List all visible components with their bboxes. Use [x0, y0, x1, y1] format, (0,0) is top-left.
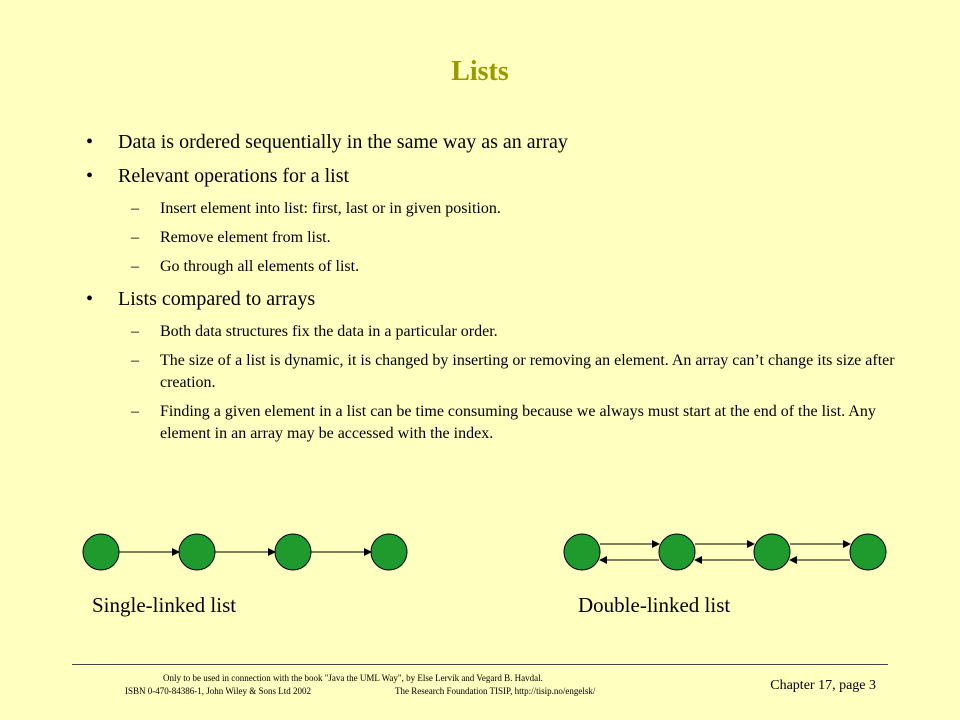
footer-rule	[72, 664, 888, 665]
sub-bullet-text: Insert element into list: first, last or in given position.	[160, 200, 501, 217]
sub-bullet-text: Go through all elements of list.	[160, 258, 360, 275]
list-node	[179, 534, 215, 570]
footer-line-2b: The Research Foundation TISIP, http://tisip.no/engelsk/	[395, 686, 596, 696]
linked-list-diagrams	[0, 528, 960, 576]
list-node	[564, 534, 600, 570]
sub-bullet-text: Finding a given element in a list can be time consuming because we always must start at the end of the list. Any element in an array may be accessed with the index.	[160, 403, 876, 442]
dash-mark: –	[131, 352, 139, 369]
dash-mark: –	[131, 403, 139, 420]
list-node	[275, 534, 311, 570]
dash-mark: –	[131, 258, 139, 275]
sub-bullet-text: The size of a list is dynamic, it is changed by inserting or removing an element. An array can’t change its size after creation.	[160, 352, 895, 391]
bullet-text: Data is ordered sequentially in the same way as an array	[118, 131, 568, 153]
bullet-mark: •	[86, 165, 94, 187]
bullet-item	[80, 287, 900, 312]
double-linked-list-diagram	[564, 534, 886, 570]
bullet-item	[80, 130, 900, 155]
sub-bullet-item	[80, 350, 900, 394]
single-linked-caption: Single-linked list	[92, 593, 237, 617]
sub-bullet-text: Remove element from list.	[160, 229, 331, 246]
list-node	[371, 534, 407, 570]
single-linked-list-diagram	[83, 534, 407, 570]
dash-mark: –	[131, 229, 139, 246]
bullet-text: Lists compared to arrays	[118, 288, 316, 310]
footer-line-1: Only to be used in connection with the book "Java the UML Way", by Else Lervik and Vegard B. Havdal.	[163, 673, 543, 683]
dash-mark: –	[131, 200, 139, 217]
bullet-list	[80, 130, 900, 454]
sub-bullet-item	[80, 227, 900, 249]
sub-bullet-item	[80, 401, 900, 445]
dash-mark: –	[131, 323, 139, 340]
bullet-text: Relevant operations for a list	[118, 165, 350, 187]
slide-title: Lists	[451, 56, 509, 87]
sub-bullet-item	[80, 321, 900, 343]
list-node	[659, 534, 695, 570]
list-node	[83, 534, 119, 570]
sub-bullet-text: Both data structures fix the data in a particular order.	[160, 323, 498, 340]
list-node	[754, 534, 790, 570]
bullet-mark: •	[86, 288, 94, 310]
sub-bullet-item	[80, 256, 900, 278]
bullet-item	[80, 164, 900, 189]
bullet-mark: •	[86, 131, 94, 153]
sub-bullet-item	[80, 198, 900, 220]
list-node	[850, 534, 886, 570]
double-linked-caption: Double-linked list	[578, 593, 731, 617]
footer-line-2a: ISBN 0-470-84386-1, John Wiley & Sons Ltd 2002	[125, 686, 311, 696]
page-number: Chapter 17, page 3	[770, 678, 876, 693]
